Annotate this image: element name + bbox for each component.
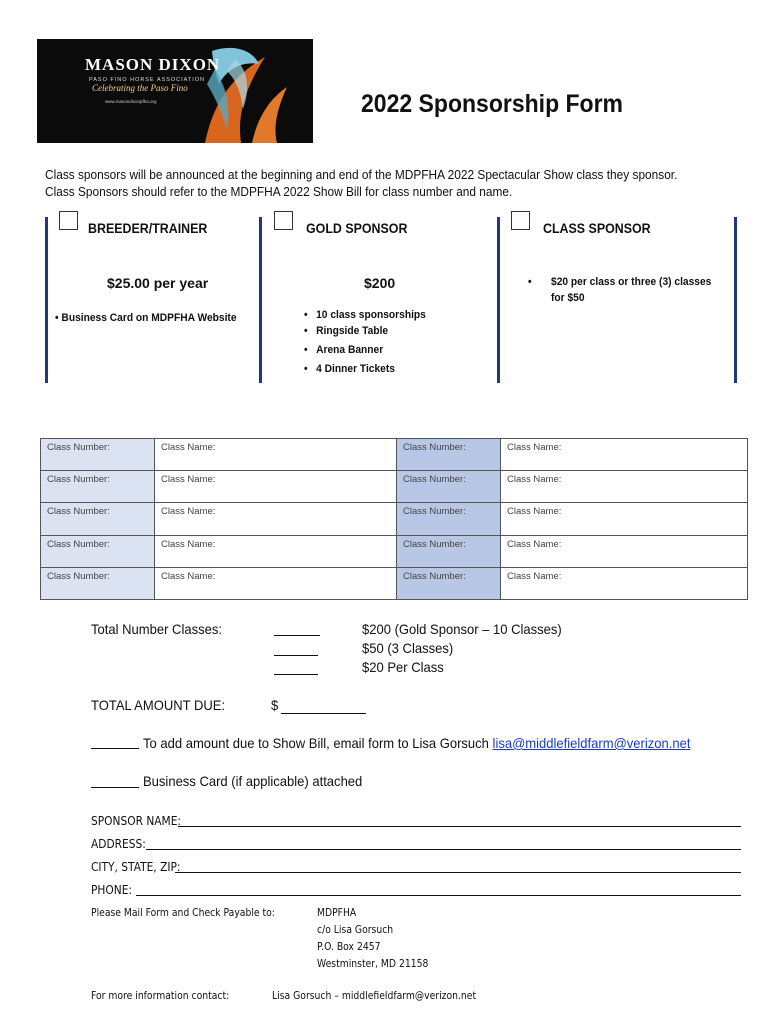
- three-class-count-blank[interactable]: [274, 638, 318, 656]
- logo-tagline: Celebrating the Paso Fino: [92, 83, 188, 93]
- class-number-cell[interactable]: Class Number:: [397, 439, 501, 471]
- class-name-cell[interactable]: Class Name:: [501, 471, 748, 503]
- table-row: [41, 503, 748, 535]
- mail-line-4: Westminster, MD 21158: [317, 958, 429, 970]
- city-state-zip-field[interactable]: [175, 858, 741, 873]
- gold-sponsor-header: GOLD SPONSOR: [306, 221, 408, 236]
- gold-sponsor-checkbox[interactable]: [274, 211, 293, 230]
- address-label: ADDRESS:: [91, 836, 146, 851]
- address-field[interactable]: [146, 835, 741, 850]
- gold-benefit-1: • 10 class sponsorships: [304, 309, 426, 321]
- gold-benefit-3: • Arena Banner: [304, 344, 384, 356]
- class-name-cell[interactable]: Class Name:: [155, 439, 397, 471]
- class-number-cell[interactable]: Class Number:: [397, 567, 501, 599]
- logo: [37, 39, 313, 143]
- table-row: [41, 471, 748, 503]
- per-class-count-blank[interactable]: [274, 657, 318, 675]
- phone-field[interactable]: [136, 881, 741, 896]
- contact-label: For more information contact:: [91, 990, 230, 1002]
- class-sponsor-checkbox[interactable]: [511, 211, 530, 230]
- column-divider: [497, 217, 500, 383]
- mail-line-3: P.O. Box 2457: [317, 941, 381, 953]
- class-sponsor-header: CLASS SPONSOR: [543, 221, 651, 236]
- class-name-cell[interactable]: Class Name:: [155, 567, 397, 599]
- business-card-blank[interactable]: [91, 773, 139, 788]
- amount-due-blank[interactable]: [281, 696, 366, 714]
- column-divider: [45, 217, 48, 383]
- dollar-sign: $: [271, 697, 279, 713]
- intro-line-2: Class Sponsors should refer to the MDPFHA 2022 Show Bill for class number and name.: [45, 185, 513, 199]
- gold-benefit-4: • 4 Dinner Tickets: [304, 363, 395, 375]
- class-name-cell[interactable]: Class Name:: [501, 535, 748, 567]
- total-classes-label: Total Number Classes:: [91, 621, 222, 637]
- show-bill-email-link[interactable]: lisa@middlefieldfarm@verizon.net: [492, 735, 691, 751]
- show-bill-blank[interactable]: [91, 734, 139, 749]
- business-card-text: Business Card (if applicable) attached: [143, 773, 363, 789]
- city-state-zip-label: CITY, STATE, ZIP:: [91, 859, 181, 874]
- class-number-cell[interactable]: Class Number:: [397, 503, 501, 535]
- show-bill-text: To add amount due to Show Bill, email form to Lisa Gorsuch lisa@middlefieldfarm@verizon.net: [143, 735, 691, 751]
- class-benefit-2: for $50: [551, 292, 585, 304]
- class-number-cell[interactable]: Class Number:: [41, 471, 155, 503]
- class-number-cell[interactable]: Class Number:: [41, 535, 155, 567]
- mail-label: Please Mail Form and Check Payable to:: [91, 907, 275, 919]
- sponsor-name-field[interactable]: [178, 812, 741, 827]
- table-row: [41, 439, 748, 471]
- sponsor-name-label: SPONSOR NAME:: [91, 813, 182, 828]
- class-sponsor-bullet: •: [528, 276, 532, 288]
- class-benefit-1: $20 per class or three (3) classes: [551, 276, 712, 288]
- table-row: [41, 567, 748, 599]
- class-name-cell[interactable]: Class Name:: [501, 503, 748, 535]
- logo-title: MASON DIXON: [85, 55, 221, 74]
- mail-line-2: c/o Lisa Gorsuch: [317, 924, 394, 936]
- mail-line-1: MDPFHA: [317, 907, 357, 919]
- class-name-cell[interactable]: Class Name:: [501, 439, 748, 471]
- class-name-cell[interactable]: Class Name:: [155, 535, 397, 567]
- contact-value: Lisa Gorsuch – middlefieldfarm@verizon.net: [272, 990, 477, 1002]
- gold-benefit-2: • Ringside Table: [304, 325, 389, 337]
- page-title: 2022 Sponsorship Form: [361, 90, 624, 118]
- logo-url: www.masondixonpfha.org: [105, 99, 157, 104]
- gold-sponsor-price: $200: [364, 275, 396, 291]
- class-number-cell[interactable]: Class Number:: [397, 535, 501, 567]
- class-name-cell[interactable]: Class Name:: [155, 471, 397, 503]
- option-per-class: $20 Per Class: [362, 659, 444, 675]
- option-three-classes: $50 (3 Classes): [362, 640, 454, 656]
- column-divider: [734, 217, 737, 383]
- class-number-cell[interactable]: Class Number:: [41, 567, 155, 599]
- class-table: [40, 438, 748, 600]
- breeder-benefit-1: • Business Card on MDPFHA Website: [55, 312, 237, 324]
- class-number-cell[interactable]: Class Number:: [41, 503, 155, 535]
- gold-count-blank[interactable]: [274, 619, 320, 636]
- breeder-trainer-price: $25.00 per year: [107, 275, 209, 291]
- phone-label: PHONE:: [91, 882, 133, 897]
- breeder-trainer-header: BREEDER/TRAINER: [88, 221, 208, 236]
- class-name-cell[interactable]: Class Name:: [155, 503, 397, 535]
- table-row: [41, 535, 748, 567]
- column-divider: [259, 217, 262, 383]
- class-number-cell[interactable]: Class Number:: [41, 439, 155, 471]
- logo-subtitle: PASO FINO HORSE ASSOCIATION: [89, 77, 206, 83]
- amount-due-label: TOTAL AMOUNT DUE:: [91, 697, 226, 713]
- class-number-cell[interactable]: Class Number:: [397, 471, 501, 503]
- option-gold: $200 (Gold Sponsor – 10 Classes): [362, 621, 562, 637]
- breeder-trainer-checkbox[interactable]: [59, 211, 78, 230]
- class-name-cell[interactable]: Class Name:: [501, 567, 748, 599]
- intro-line-1: Class sponsors will be announced at the beginning and end of the MDPFHA 2022 Spectacular Show class they sponsor.: [45, 168, 678, 182]
